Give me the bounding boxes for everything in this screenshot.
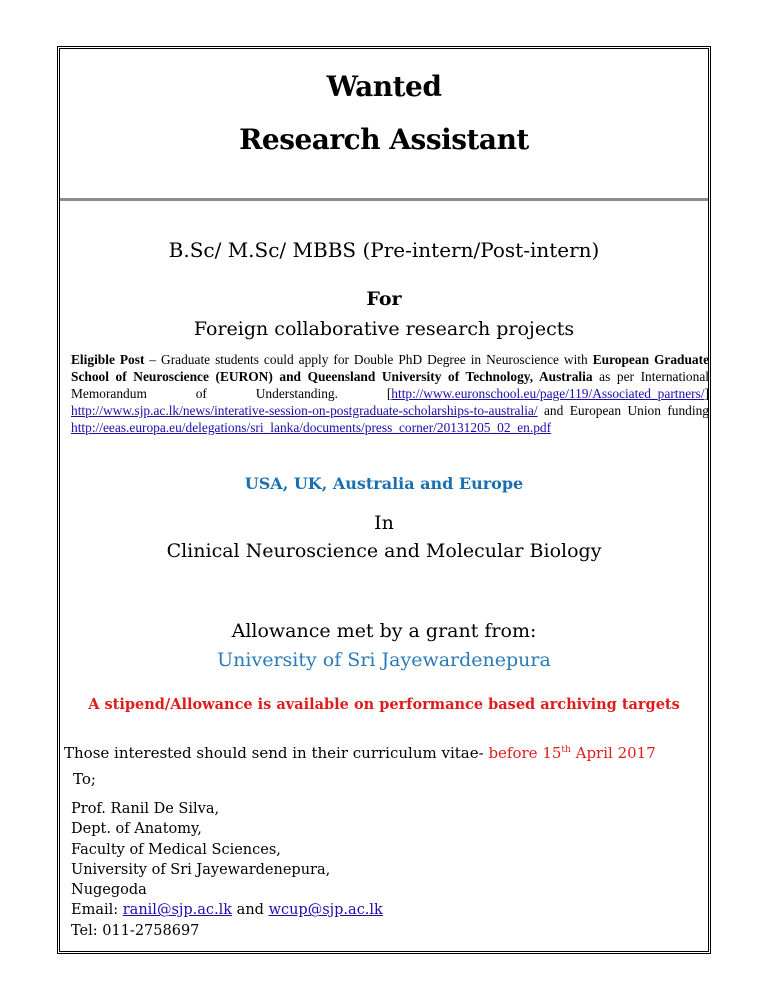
email-and: and	[232, 902, 269, 919]
deadline-line	[64, 744, 656, 762]
projects-line: Foreign collaborative research projects	[193, 318, 575, 340]
title-research-assistant: Research Assistant	[239, 123, 529, 156]
deadline-text: Those interested should send in their curriculum vitae-	[64, 744, 489, 762]
eligibility-institutions: European Graduate School of Neuroscience (EURON) and Queensland University of Technology, Australia	[71, 352, 710, 384]
eeas-link[interactable]: http://eeas.europa.eu/delegations/sri_lanka/documents/press_corner/20131205_02_en.pdf	[71, 420, 552, 435]
euron-link[interactable]: http://www.euronschool.eu/page/119/Associated_partners/	[391, 386, 705, 401]
title-wanted: Wanted	[326, 70, 442, 103]
email-link-wcup[interactable]: wcup@sjp.ac.lk	[268, 902, 383, 919]
deadline-sup: th	[561, 745, 571, 755]
eligibility-label: Eligible Post	[71, 352, 145, 367]
deadline-before: before 15	[488, 744, 562, 762]
contact-name: Prof. Ranil De Silva,	[71, 801, 220, 817]
deadline-date	[488, 744, 655, 762]
locations-line: USA, UK, Australia and Europe	[244, 474, 524, 493]
eligibility-text: as per International Memorandum of Understanding. [	[71, 369, 709, 401]
deadline-month-year: April 2017	[570, 744, 656, 762]
university-line: University of Sri Jayewardenepura	[217, 649, 551, 671]
eligibility-text: – Graduate students could apply for Double PhD Degree in Neuroscience with	[144, 352, 593, 367]
contact-block	[71, 799, 383, 941]
email-link-ranil[interactable]: ranil@sjp.ac.lk	[122, 902, 233, 919]
for-label: For	[366, 288, 402, 310]
email-label: Email:	[71, 902, 123, 919]
contact-email-line	[71, 900, 383, 920]
contact-city: Nugegoda	[71, 882, 147, 899]
sjp-news-link[interactable]: http://www.sjp.ac.lk/news/interative-session-on-postgraduate-scholarships-to-australia/	[71, 403, 538, 418]
eligibility-text: ]	[704, 386, 709, 401]
in-label: In	[374, 512, 394, 534]
eligibility-paragraph	[71, 351, 709, 436]
contact-faculty: Faculty of Medical Sciences,	[71, 841, 281, 858]
allowance-line: Allowance met by a grant from:	[231, 620, 537, 642]
field-line: Clinical Neuroscience and Molecular Biology	[166, 540, 602, 562]
degrees-line: B.Sc/ M.Sc/ MBBS (Pre-intern/Post-intern)	[168, 238, 600, 262]
contact-university: University of Sri Jayewardenepura,	[71, 861, 331, 878]
contact-tel: Tel: 011-2758697	[71, 922, 200, 939]
stipend-notice: A stipend/Allowance is available on performance based archiving targets	[88, 696, 680, 713]
eligibility-text: and European Union funding	[537, 403, 709, 418]
contact-dept: Dept. of Anatomy,	[71, 821, 202, 838]
to-label: To;	[73, 770, 96, 788]
header-divider	[60, 198, 708, 201]
